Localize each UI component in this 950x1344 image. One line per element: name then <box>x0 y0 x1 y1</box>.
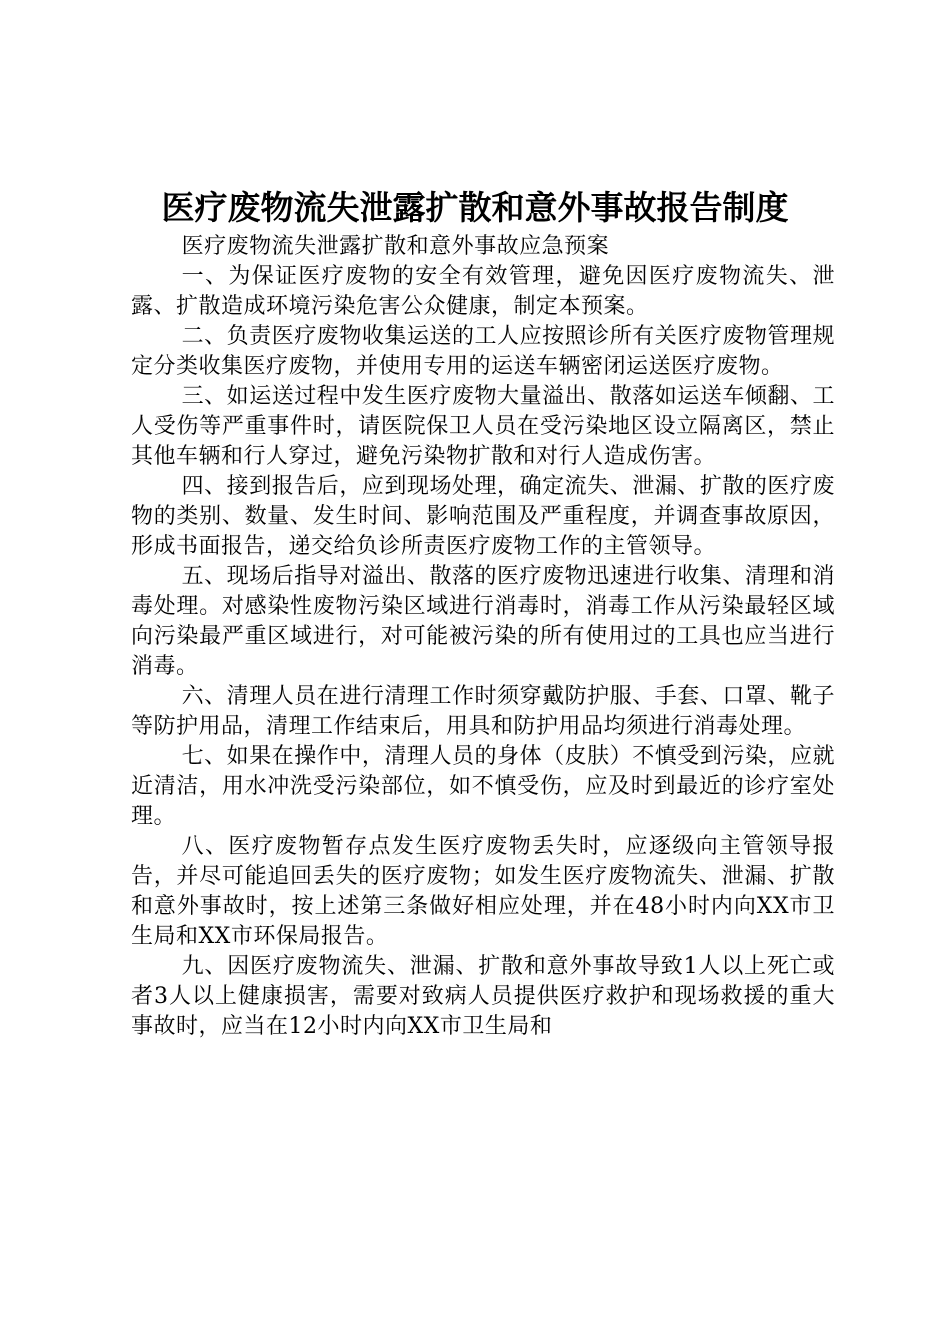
paragraph-1: 一、为保证医疗废物的安全有效管理，避免因医疗废物流失、泄露、扩散造成环境污染危害公众健康，制定本预案。 <box>131 264 835 319</box>
paragraph-8: 八、医疗废物暂存点发生医疗废物丢失时，应逐级向主管领导报告，并尽可能追回丢失的医疗废物；如发生医疗废物流失、泄漏、扩散和意外事故时，按上述第三条做好相应处理，并在48小时内向XX市卫生局和XX市环保局报告。 <box>131 834 835 949</box>
paragraph-2: 二、负责医疗废物收集运送的工人应按照诊所有关医疗废物管理规定分类收集医疗废物，并使用专用的运送车辆密闭运送医疗废物。 <box>131 324 835 379</box>
paragraph-4: 四、接到报告后，应到现场处理，确定流失、泄漏、扩散的医疗废物的类别、数量、发生时间、影响范围及严重程度，并调查事故原因，形成书面报告，递交给负诊所责医疗废物工作的主管领导。 <box>131 474 835 559</box>
paragraph-6: 六、清理人员在进行清理工作时须穿戴防护服、手套、口罩、靴子等防护用品，清理工作结束后，用具和防护用品均须进行消毒处理。 <box>131 684 835 739</box>
paragraph-5: 五、现场后指导对溢出、散落的医疗废物迅速进行收集、清理和消毒处理。对感染性废物污染区域进行消毒时，消毒工作从污染最轻区域向污染最严重区域进行，对可能被污染的所有使用过的工具也应当进行消毒。 <box>131 564 835 679</box>
paragraph-7: 七、如果在操作中，清理人员的身体（皮肤）不慎受到污染，应就近清洁，用水冲洗受污染部位，如不慎受伤，应及时到最近的诊疗室处理。 <box>131 744 835 829</box>
document-body <box>131 232 835 1042</box>
document-title: 医疗废物流失泄露扩散和意外事故报告制度 <box>161 188 789 227</box>
paragraph-9: 九、因医疗废物流失、泄漏、扩散和意外事故导致1人以上死亡或者3人以上健康损害，需要对致病人员提供医疗救护和现场救援的重大事故时，应当在12小时内向XX市卫生局和 <box>131 954 835 1039</box>
paragraph-3: 三、如运送过程中发生医疗废物大量溢出、散落如运送车倾翻、工人受伤等严重事件时，请医院保卫人员在受污染地区设立隔离区，禁止其他车辆和行人穿过，避免污染物扩散和对行人造成伤害。 <box>131 384 835 469</box>
document-subtitle: 医疗废物流失泄露扩散和意外事故应急预案 <box>181 234 610 259</box>
